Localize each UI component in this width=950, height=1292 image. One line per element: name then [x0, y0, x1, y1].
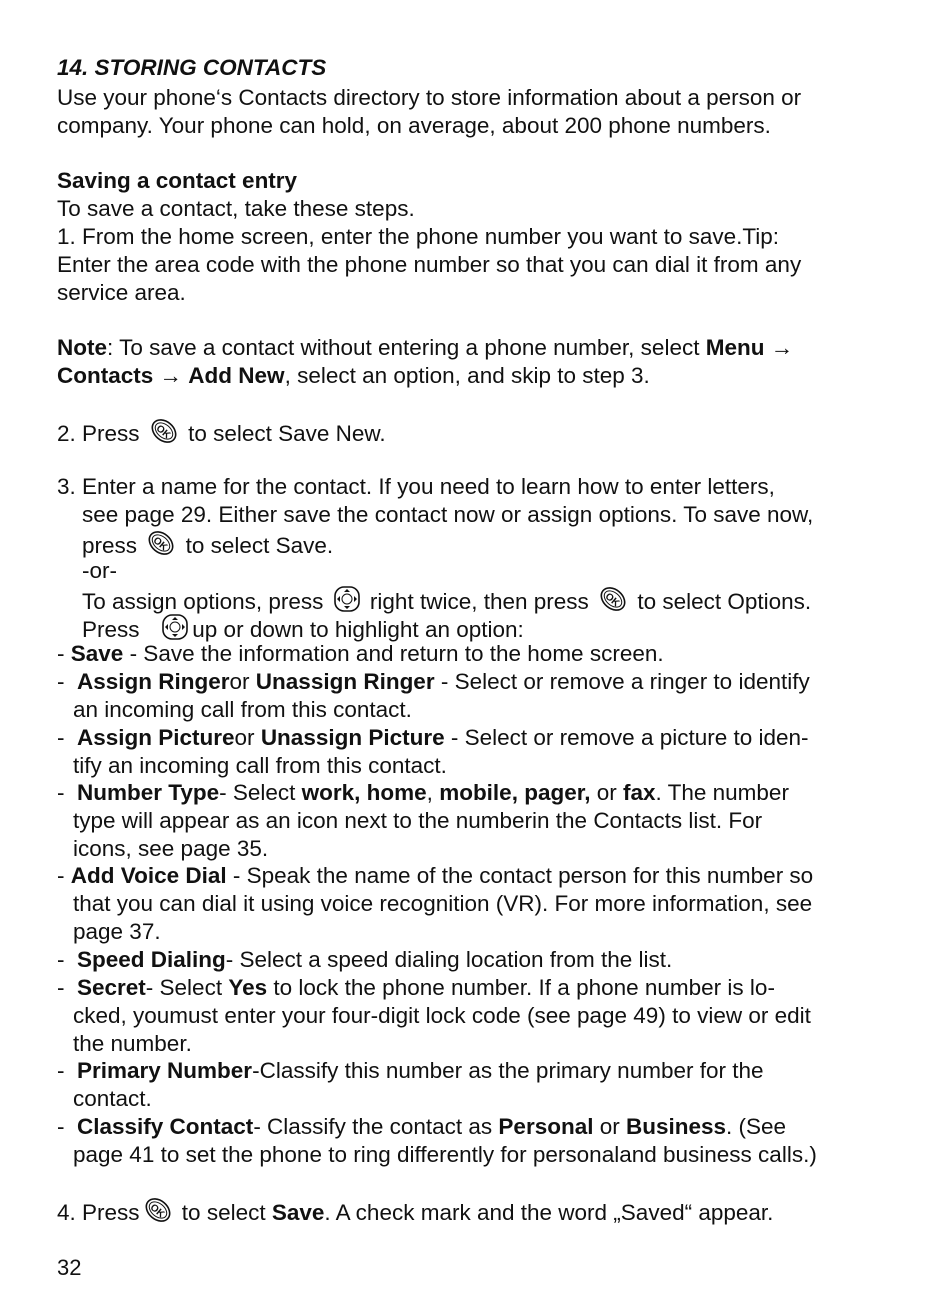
note-line-1: Note: To save a contact without entering a phone number, select Menu →: [57, 335, 794, 360]
ok-key-icon: [143, 1196, 173, 1224]
option-ringer-cont: an incoming call from this contact.: [73, 697, 412, 722]
step1-line-2: Enter the area code with the phone number so that you can dial it from any: [57, 252, 802, 277]
option-secret-cont-1: cked, youmust enter your four-digit lock code (see page 49) to view or edit: [73, 1003, 811, 1028]
subsection-heading: Saving a contact entry: [57, 168, 298, 193]
navigation-key-icon: [333, 585, 361, 613]
option-speed-dial: - Speed Dialing- Select a speed dialing location from the list.: [57, 947, 673, 972]
note-label: Note: [57, 335, 107, 360]
option-classify-cont: page 41 to set the phone to ring differently for personaland business calls.): [73, 1142, 817, 1167]
step3-or: -or-: [82, 558, 117, 583]
step3-line-5: To assign options, press right twice, then press to select Options.: [82, 585, 811, 616]
step3-line-6: Press up or down to highlight an option:: [82, 613, 524, 644]
option-picture: - Assign Pictureor Unassign Picture - Select or remove a picture to iden-: [57, 725, 809, 750]
option-voice-dial-cont-2: page 37.: [73, 919, 161, 944]
intro-line-1: Use your phone‘s Contacts directory to store information about a person or: [57, 85, 802, 110]
step3-line-2: see page 29. Either save the contact now or assign options. To save now,: [82, 502, 814, 527]
step4: 4. Press to select Save. A check mark and the word „Saved“ appear.: [57, 1196, 773, 1227]
option-number-type-cont-2: icons, see page 35.: [73, 836, 269, 861]
ok-key-icon: [146, 529, 176, 557]
step3-line-1: 3. Enter a name for the contact. If you need to learn how to enter letters,: [57, 474, 775, 499]
step1-line-1: 1. From the home screen, enter the phone number you want to save.Tip:: [57, 224, 780, 249]
step2: 2. Press to select Save New.: [57, 417, 386, 448]
option-secret-cont-2: the number.: [73, 1031, 192, 1056]
step1-line-3: service area.: [57, 280, 186, 305]
note-line-2: Contacts → Add New, select an option, and skip to step 3.: [57, 363, 650, 388]
option-voice-dial-cont-1: that you can dial it using voice recognition (VR). For more information, see: [73, 891, 813, 916]
option-secret: - Secret- Select Yes to lock the phone number. If a phone number is lo-: [57, 975, 775, 1000]
section-title: 14. STORING CONTACTS: [57, 55, 327, 80]
option-ringer: - Assign Ringeror Unassign Ringer - Select or remove a ringer to identify: [57, 669, 810, 694]
page-number: 32: [57, 1255, 82, 1280]
option-voice-dial: - Add Voice Dial - Speak the name of the contact person for this number so: [57, 863, 814, 888]
step3-line-3: press to select Save.: [82, 529, 333, 560]
option-primary-cont: contact.: [73, 1086, 152, 1111]
option-primary: - Primary Number-Classify this number as the primary number for the: [57, 1058, 764, 1083]
saving-lead: To save a contact, take these steps.: [57, 196, 415, 221]
ok-key-icon: [149, 417, 179, 445]
option-save: - Save - Save the information and return to the home screen.: [57, 641, 664, 666]
arrow-icon: →: [770, 335, 794, 360]
intro-line-2: company. Your phone can hold, on average, about 200 phone numbers.: [57, 113, 771, 138]
option-classify: - Classify Contact- Classify the contact as Personal or Business. (See: [57, 1114, 787, 1139]
option-number-type-cont-1: type will appear as an icon next to the numberin the Contacts list. For: [73, 808, 763, 833]
option-picture-cont: tify an incoming call from this contact.: [73, 753, 447, 778]
navigation-key-icon: [161, 613, 189, 641]
ok-key-icon: [598, 585, 628, 613]
option-number-type: - Number Type- Select work, home, mobile, pager, or fax. The number: [57, 780, 789, 805]
